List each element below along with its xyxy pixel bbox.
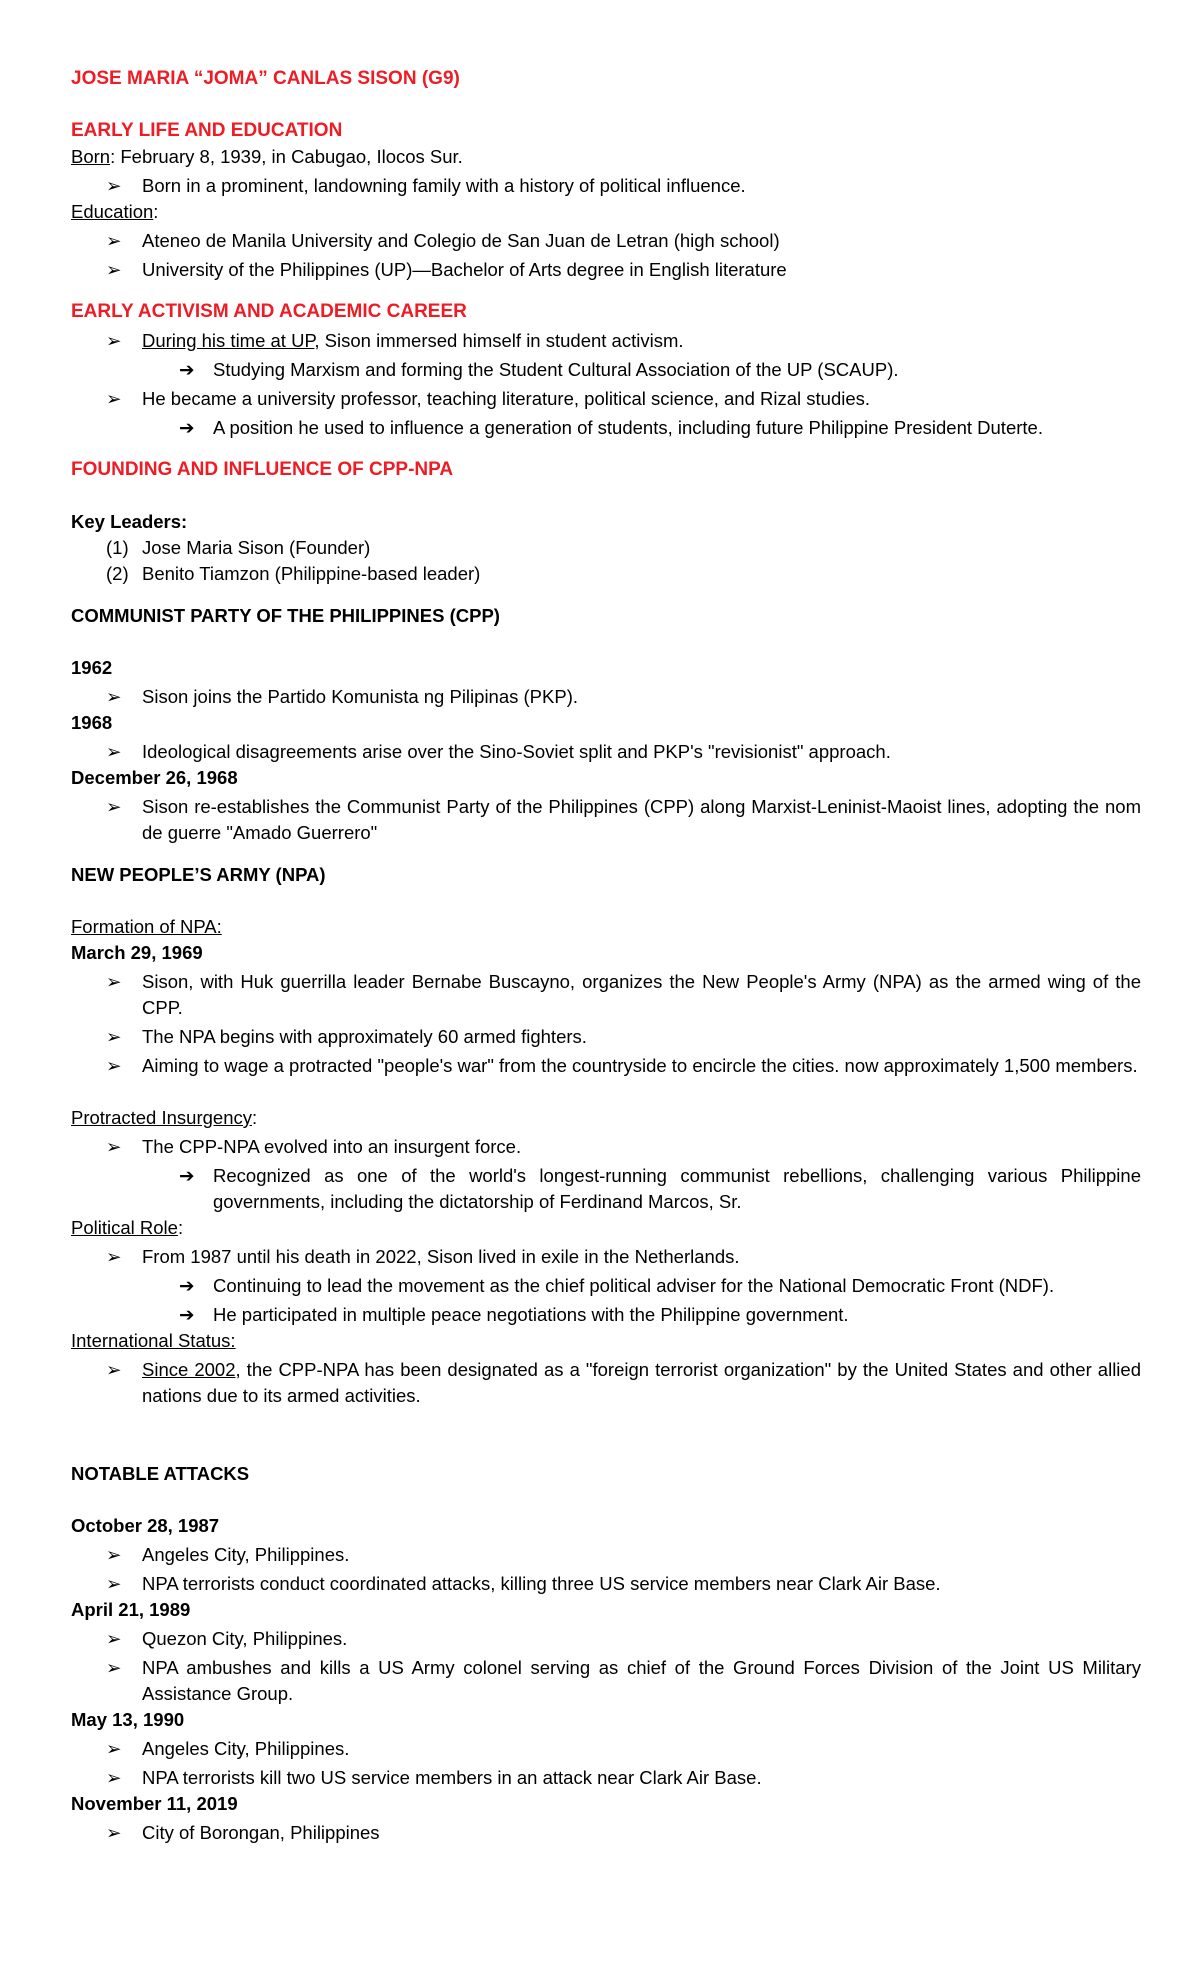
list-item: ➢ Sison re-establishes the Communist Party of the Philippines (CPP) along Marxist-Leninist-Maoist lines, adopting the nom de guerre "Amado Guerrero" [106,796,1141,843]
section-heading-npa: NEW PEOPLE’S ARMY (NPA) [71,864,326,885]
section-heading-early-life: EARLY LIFE AND EDUCATION [71,120,343,141]
bullet-arrow-icon: ➢ [106,1573,122,1594]
list-item: ➢ From 1987 until his death in 2022, Sison lived in exile in the Netherlands. [71,1244,1141,1270]
list-item: ➢ NPA terrorists conduct coordinated attacks, killing three US service members near Clark Air Base. [71,1571,1141,1597]
sub-arrow-icon: ➔ [179,359,195,380]
list-item: ➢ Angeles City, Philippines. [71,1542,1141,1568]
political-line: Political Role: [71,1217,184,1238]
list-item: ➢ Sison joins the Partido Komunista ng Pilipinas (PKP). [71,684,1141,710]
sub-arrow-icon: ➔ [179,1304,195,1325]
list-item: ➢ Aiming to wage a protracted "people's war" from the countryside to encircle the cities. now approximately 1,500 members. [71,1053,1141,1079]
political-label: Political Role [71,1217,178,1238]
list-item: ➢ University of the Philippines (UP)—Bachelor of Arts degree in English literature [71,257,1141,283]
sub-arrow-icon: ➔ [179,1165,195,1186]
list-item: ➢ Born in a prominent, landowning family with a history of political influence. [71,173,1141,199]
document-title: JOSE MARIA “JOMA” CANLAS SISON (G9) [71,68,460,89]
list-item: ➢ NPA ambushes and kills a US Army colonel serving as chief of the Ground Forces Division of the Joint US Military Assistance Group. [106,1657,1141,1704]
list-item: ➢ The CPP-NPA evolved into an insurgent force. [71,1134,1141,1160]
international-label: International Status: [71,1330,236,1351]
bullet-arrow-icon: ➢ [106,971,122,992]
date-heading: April 21, 1989 [71,1599,191,1620]
education-label: Education [71,201,154,222]
date-heading: May 13, 1990 [71,1709,185,1730]
date-heading: 1968 [71,712,113,733]
bullet-arrow-icon: ➢ [106,330,122,351]
bullet-arrow-icon: ➢ [106,1738,122,1759]
date-heading: 1962 [71,657,113,678]
bullet-arrow-icon: ➢ [106,1767,122,1788]
list-item: ➢ City of Borongan, Philippines [71,1820,1141,1846]
bullet-arrow-icon: ➢ [106,1657,122,1678]
sub-list-item: ➔ A position he used to influence a generation of students, including future Philippine President Duterte. [71,415,1141,441]
section-heading-founding: FOUNDING AND INFLUENCE OF CPP-NPA [71,459,454,480]
list-item: ➢ The NPA begins with approximately 60 armed fighters. [71,1024,1141,1050]
born-value: : February 8, 1939, in Cabugao, Ilocos Sur. [110,146,463,167]
section-heading-cpp: COMMUNIST PARTY OF THE PHILIPPINES (CPP) [71,605,500,626]
list-item: ➢ Ideological disagreements arise over the Sino-Soviet split and PKP's "revisionist" approach. [71,739,1141,765]
list-item: ➢ Since 2002, the CPP-NPA has been designated as a "foreign terrorist organization" by the United States and other allied nations due to its armed activities. [106,1359,1141,1406]
bullet-arrow-icon: ➢ [106,1026,122,1047]
bullet-arrow-icon: ➢ [106,1544,122,1565]
protracted-line: Protracted Insurgency: [71,1107,258,1128]
bullet-arrow-icon: ➢ [106,796,122,817]
list-item: ➢ During his time at UP, Sison immersed himself in student activism. [71,328,1141,354]
list-item: ➢ Quezon City, Philippines. [71,1626,1141,1652]
sub-list-item: ➔ Recognized as one of the world's longest-running communist rebellions, challenging various Philippine governments, including the dictatorship of Ferdinand Marcos, Sr. [179,1165,1141,1212]
list-item: ➢ He became a university professor, teaching literature, political science, and Rizal studies. [71,386,1141,412]
document-page [71,66,1141,1846]
date-heading: October 28, 1987 [71,1515,220,1536]
bullet-arrow-icon: ➢ [106,1628,122,1649]
date-heading: December 26, 1968 [71,767,238,788]
bullet-arrow-icon: ➢ [106,1359,122,1380]
bullet-arrow-icon: ➢ [106,741,122,762]
sub-arrow-icon: ➔ [179,417,195,438]
key-leaders-label: Key Leaders: [71,511,188,532]
sub-list-item: ➔ Studying Marxism and forming the Student Cultural Association of the UP (SCAUP). [71,357,1141,383]
list-item: ➢ Sison, with Huk guerrilla leader Bernabe Buscayno, organizes the New People's Army (NPA) as the armed wing of the CPP. [106,971,1141,1018]
bullet-arrow-icon: ➢ [106,175,122,196]
born-label: Born [71,146,111,167]
bullet-arrow-icon: ➢ [106,1246,122,1267]
formation-label: Formation of NPA: [71,916,222,937]
bullet-arrow-icon: ➢ [106,1136,122,1157]
sub-list-item: ➔ He participated in multiple peace negotiations with the Philippine government. [71,1302,1141,1328]
list-item: ➢ NPA terrorists kill two US service members in an attack near Clark Air Base. [71,1765,1141,1791]
bullet-arrow-icon: ➢ [106,259,122,280]
sub-list-item: ➔ Continuing to lead the movement as the chief political adviser for the National Democratic Front (NDF). [71,1273,1141,1299]
section-heading-activism: EARLY ACTIVISM AND ACADEMIC CAREER [71,301,467,322]
born-line [71,144,1141,170]
sub-arrow-icon: ➔ [179,1275,195,1296]
date-heading: November 11, 2019 [71,1793,238,1814]
bullet-arrow-icon: ➢ [106,1822,122,1843]
list-item: ➢ Angeles City, Philippines. [71,1736,1141,1762]
section-heading-attacks: NOTABLE ATTACKS [71,1463,250,1484]
protracted-label: Protracted Insurgency [71,1107,252,1128]
education-line: Education: [71,201,159,222]
bullet-arrow-icon: ➢ [106,1055,122,1076]
date-heading: March 29, 1969 [71,942,203,963]
list-item: ➢ Ateneo de Manila University and Colegio de San Juan de Letran (high school) [71,228,1141,254]
list-item: (1) Jose Maria Sison (Founder) [106,537,371,558]
bullet-arrow-icon: ➢ [106,230,122,251]
bullet-arrow-icon: ➢ [106,686,122,707]
list-item: (2) Benito Tiamzon (Philippine-based leader) [106,563,481,584]
bullet-arrow-icon: ➢ [106,388,122,409]
